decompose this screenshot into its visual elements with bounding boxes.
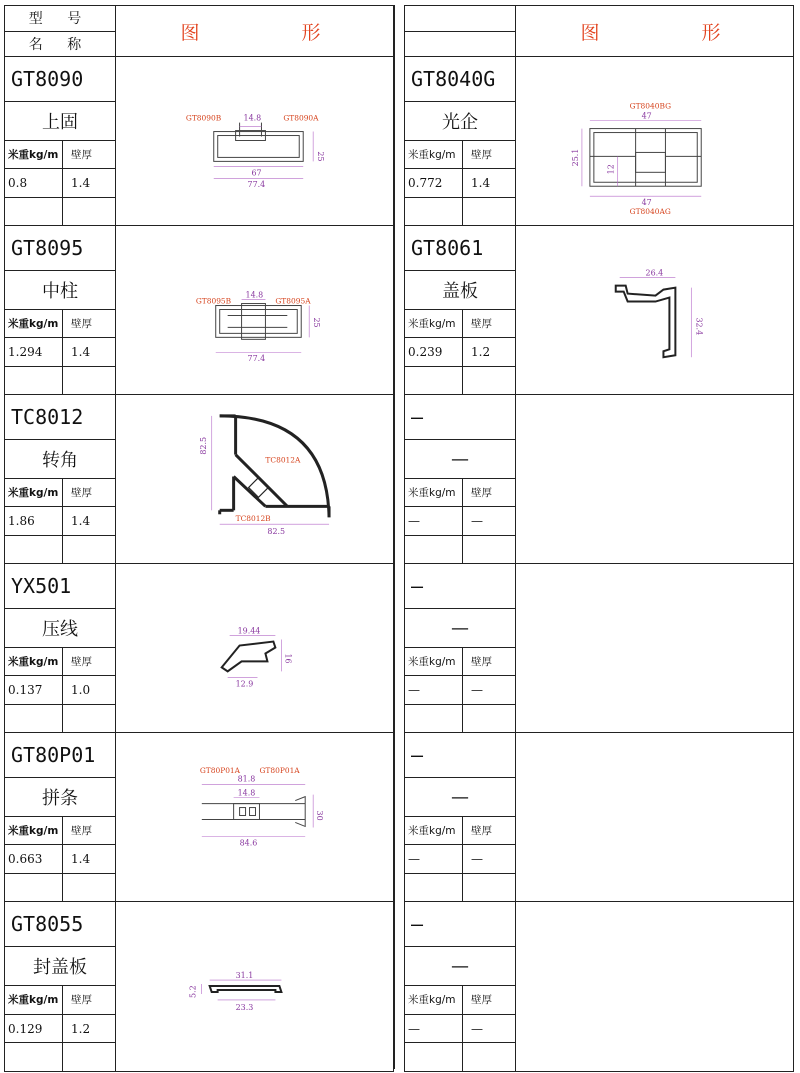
profile-drawing — [116, 395, 393, 563]
profile-name: 光企 — [405, 102, 515, 141]
profile-code: GT8061 — [405, 226, 515, 271]
profile-name: — — [405, 440, 515, 479]
thickness-label: 壁厚 — [71, 487, 92, 500]
dim-label: 25 — [316, 151, 326, 162]
table-header — [405, 6, 793, 57]
thickness-value: 1.4 — [471, 175, 491, 190]
profile-row — [5, 564, 393, 733]
profile-row — [405, 564, 793, 733]
weight-label: 米重kg/m — [405, 310, 463, 337]
profile-code: — — [405, 902, 515, 947]
thickness-label: 壁厚 — [471, 487, 492, 500]
dim-label: 84.6 — [239, 838, 258, 848]
weight-label: 米重kg/m — [405, 817, 463, 844]
thickness-value: — — [471, 851, 483, 866]
profile-name: 转角 — [5, 440, 115, 479]
thickness-label: 壁厚 — [471, 149, 492, 162]
part-tag: GT8040AG — [629, 207, 671, 217]
weight-value: — — [405, 845, 463, 872]
part-tag: GT8090A — [283, 113, 319, 123]
weight-value: 0.8 — [5, 169, 63, 196]
thickness-value: — — [471, 513, 483, 528]
profile-drawing — [516, 226, 793, 394]
profile-row — [405, 733, 793, 902]
thickness-label: 壁厚 — [71, 656, 92, 669]
profile-code: YX501 — [5, 564, 115, 609]
part-tag: TC8012A — [265, 455, 301, 465]
profile-name: 压线 — [5, 609, 115, 648]
profile-row — [405, 395, 793, 564]
dim-label: 19.44 — [237, 626, 261, 636]
dim-label: 26.4 — [645, 268, 664, 278]
dim-label: 12 — [606, 164, 616, 175]
profile-row — [5, 395, 393, 564]
profile-code: — — [405, 564, 515, 609]
part-tag: GT80P01A — [199, 765, 241, 775]
thickness-value: 1.2 — [471, 344, 491, 359]
weight-label: 米重kg/m — [405, 648, 463, 675]
part-tag: GT8095A — [275, 296, 311, 306]
model-header — [405, 6, 515, 32]
profile-drawing — [516, 395, 793, 563]
profile-name: 封盖板 — [5, 947, 115, 986]
dim-label: 77.4 — [247, 180, 266, 190]
thickness-value: 1.4 — [71, 344, 91, 359]
thickness-value: — — [471, 682, 483, 697]
thickness-value: 1.4 — [71, 851, 91, 866]
dim-label: 77.4 — [247, 354, 266, 364]
weight-value: — — [405, 676, 463, 703]
dim-label: 67 — [251, 168, 262, 178]
profile-code: GT8040G — [405, 57, 515, 102]
profile-drawing — [116, 902, 393, 1071]
thickness-label: 壁厚 — [71, 825, 92, 838]
thickness-value: 1.4 — [71, 513, 91, 528]
weight-value: 0.129 — [5, 1015, 63, 1043]
name-header: 名 称 — [28, 36, 92, 53]
part-tag: GT8095B — [195, 296, 232, 306]
profile-drawing — [116, 57, 393, 225]
weight-label: 米重kg/m — [5, 141, 63, 168]
figure-header: 图 形 — [580, 21, 769, 44]
dim-label: 47 — [641, 198, 652, 208]
part-tag: GT8040BG — [629, 101, 672, 111]
profile-row — [5, 226, 393, 395]
thickness-value: 1.4 — [71, 175, 91, 190]
dim-label: 81.8 — [237, 774, 256, 784]
weight-value: 0.239 — [405, 338, 463, 365]
dim-label: 16 — [283, 653, 293, 664]
dim-label: 31.1 — [235, 971, 254, 981]
profile-name: 中柱 — [5, 271, 115, 310]
profile-code: — — [405, 395, 515, 440]
profile-drawing — [516, 564, 793, 732]
profile-name: — — [405, 609, 515, 648]
dim-label: 25.1 — [570, 148, 580, 167]
dim-label: 82.5 — [198, 436, 208, 455]
profile-row — [405, 57, 793, 226]
thickness-value: — — [471, 1021, 483, 1036]
weight-value: 0.137 — [5, 676, 63, 703]
dim-label: 5.2 — [188, 985, 198, 998]
profile-row — [5, 733, 393, 902]
profile-drawing — [116, 564, 393, 732]
thickness-label: 壁厚 — [71, 994, 92, 1007]
dim-label: 14.8 — [237, 788, 256, 798]
left-catalog-table — [4, 5, 394, 1072]
profile-drawing — [516, 902, 793, 1071]
weight-value: 1.86 — [5, 507, 63, 534]
weight-value: — — [405, 507, 463, 534]
dim-label: 23.3 — [235, 1002, 254, 1012]
weight-label: 米重kg/m — [5, 986, 63, 1014]
profile-name: — — [405, 778, 515, 817]
weight-label: 米重kg/m — [405, 479, 463, 506]
thickness-value: 1.2 — [71, 1021, 91, 1036]
dim-label: 14.8 — [245, 290, 264, 300]
profile-row — [5, 57, 393, 226]
thickness-label: 壁厚 — [71, 149, 92, 162]
part-tag: TC8012B — [235, 514, 271, 524]
profile-code: GT8090 — [5, 57, 115, 102]
profile-code: GT80P01 — [5, 733, 115, 778]
weight-label: 米重kg/m — [5, 310, 63, 337]
profile-code: GT8055 — [5, 902, 115, 947]
thickness-label: 壁厚 — [471, 656, 492, 669]
profile-row — [5, 902, 393, 1071]
right-catalog-table — [404, 5, 794, 1072]
profile-row — [405, 226, 793, 395]
weight-value: — — [405, 1015, 463, 1043]
weight-value: 0.663 — [5, 845, 63, 872]
name-header — [405, 32, 515, 57]
profile-row — [405, 902, 793, 1071]
profile-drawing — [516, 733, 793, 901]
thickness-label: 壁厚 — [471, 318, 492, 331]
profile-name: — — [405, 947, 515, 986]
weight-label: 米重kg/m — [5, 479, 63, 506]
dim-label: 47 — [641, 111, 652, 121]
weight-label: 米重kg/m — [5, 817, 63, 844]
dim-label: 82.5 — [267, 527, 286, 537]
profile-code: GT8095 — [5, 226, 115, 271]
weight-value: 0.772 — [405, 169, 463, 196]
thickness-label: 壁厚 — [471, 825, 492, 838]
weight-value: 1.294 — [5, 338, 63, 365]
profile-code: — — [405, 733, 515, 778]
thickness-value: 1.0 — [71, 682, 91, 697]
thickness-label: 壁厚 — [71, 318, 92, 331]
profile-name: 拼条 — [5, 778, 115, 817]
weight-label: 米重kg/m — [405, 141, 463, 168]
dim-label: 30 — [315, 810, 325, 821]
weight-label: 米重kg/m — [405, 986, 463, 1014]
dim-label: 25 — [312, 317, 322, 328]
profile-code: TC8012 — [5, 395, 115, 440]
profile-drawing — [116, 226, 393, 394]
table-header — [5, 6, 393, 57]
part-tag: GT8090B — [185, 113, 222, 123]
part-tag: GT80P01A — [259, 765, 300, 775]
profile-drawing — [516, 57, 793, 225]
weight-label: 米重kg/m — [5, 648, 63, 675]
figure-header: 图 形 — [180, 21, 369, 44]
table-divider — [394, 5, 404, 1069]
model-header: 型 号 — [5, 6, 115, 32]
thickness-label: 壁厚 — [471, 994, 492, 1007]
dim-label: 32.4 — [694, 317, 704, 336]
profile-name: 上固 — [5, 102, 115, 141]
profile-name: 盖板 — [405, 271, 515, 310]
dim-label: 14.8 — [243, 113, 262, 123]
dim-label: 12.9 — [235, 679, 254, 689]
profile-drawing — [116, 733, 393, 901]
